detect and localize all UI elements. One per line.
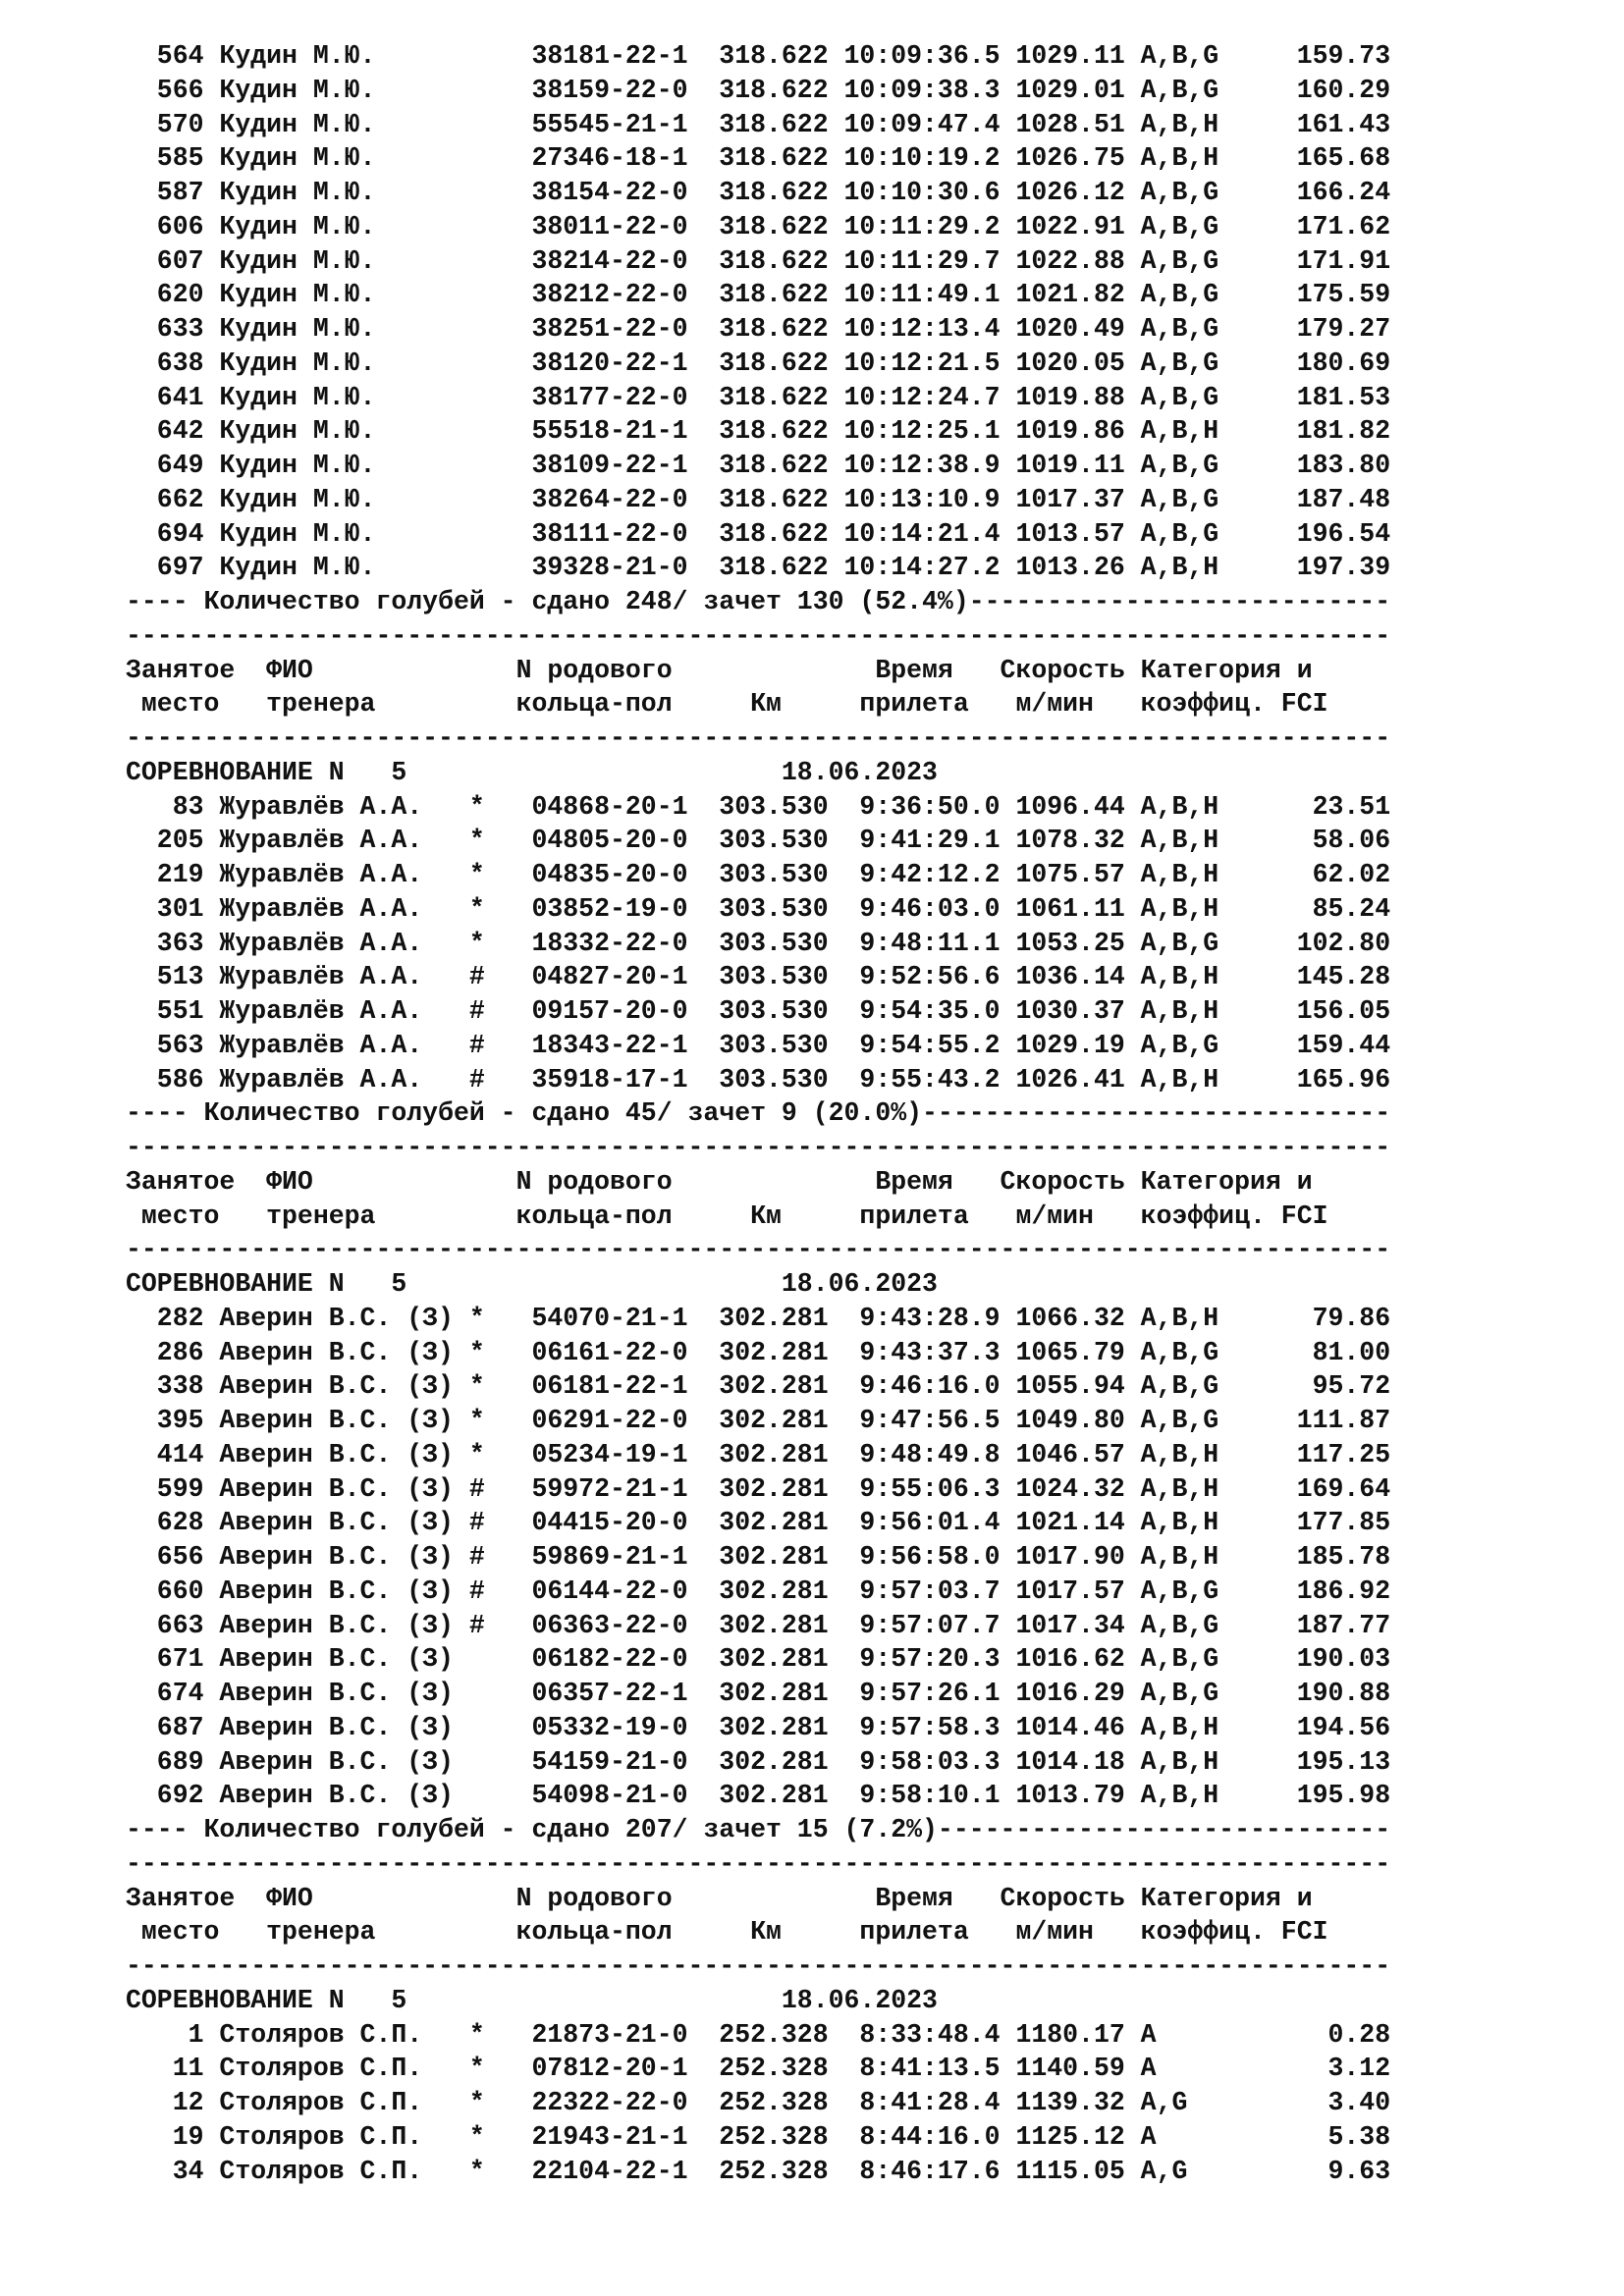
summary-line: ---- Количество голубей - сдано 207/ зачет 15 (7.2%)-----------------------------	[126, 1815, 1391, 1844]
separator-line: ---------------------------------------------------------------------------------	[126, 1951, 1391, 1981]
column-header: место тренера кольца-пол Км прилета м/мин коэффиц. FCI	[126, 689, 1328, 720]
result-row: 641 Кудин М.Ю. 38177-22-0 318.622 10:12:24.7 1019.88 A,B,G 181.53	[126, 382, 1391, 412]
result-row: 282 Аверин В.С. (З) * 54070-21-1 302.281 9:43:28.9 1066.32 A,B,H 79.86	[126, 1303, 1391, 1333]
result-row: 607 Кудин М.Ю. 38214-22-0 318.622 10:11:29.7 1022.88 A,B,G 171.91	[126, 245, 1391, 276]
result-row: 649 Кудин М.Ю. 38109-22-1 318.622 10:12:38.9 1019.11 A,B,G 183.80	[126, 451, 1391, 480]
result-row: 599 Аверин В.С. (З) # 59972-21-1 302.281 9:55:06.3 1024.32 A,B,H 169.64	[126, 1473, 1391, 1504]
results-printout	[126, 39, 1598, 2188]
competition-heading: СОРЕВНОВАНИЕ N 5 18.06.2023	[126, 1269, 938, 1299]
result-row: 563 Журавлёв А.А. # 18343-22-1 303.530 9:54:55.2 1029.19 A,B,G 159.44	[126, 1030, 1391, 1060]
result-row: 205 Журавлёв А.А. * 04805-20-0 303.530 9:41:29.1 1078.32 A,B,H 58.06	[126, 826, 1391, 856]
result-row: 697 Кудин М.Ю. 39328-21-0 318.622 10:14:27.2 1013.26 A,B,H 197.39	[126, 553, 1391, 583]
result-row: 19 Столяров С.П. * 21943-21-1 252.328 8:44:16.0 1125.12 A 5.38	[126, 2121, 1391, 2152]
result-row: 694 Кудин М.Ю. 38111-22-0 318.622 10:14:21.4 1013.57 A,B,G 196.54	[126, 518, 1391, 549]
result-row: 34 Столяров С.П. * 22104-22-1 252.328 8:46:17.6 1115.05 A,G 9.63	[126, 2156, 1391, 2186]
result-row: 663 Аверин В.С. (З) # 06363-22-0 302.281 9:57:07.7 1017.34 A,B,G 187.77	[126, 1610, 1391, 1640]
result-row: 395 Аверин В.С. (З) * 06291-22-0 302.281 9:47:56.5 1049.80 A,B,G 111.87	[126, 1406, 1391, 1435]
result-row: 628 Аверин В.С. (З) # 04415-20-0 302.281 9:56:01.4 1021.14 A,B,H 177.85	[126, 1508, 1391, 1538]
result-row: 587 Кудин М.Ю. 38154-22-0 318.622 10:10:30.6 1026.12 A,B,G 166.24	[126, 178, 1391, 207]
result-row: 585 Кудин М.Ю. 27346-18-1 318.622 10:10:19.2 1026.75 A,B,H 165.68	[126, 143, 1391, 174]
result-row: 586 Журавлёв А.А. # 35918-17-1 303.530 9:55:43.2 1026.41 A,B,H 165.96	[126, 1064, 1391, 1095]
result-row: 606 Кудин М.Ю. 38011-22-0 318.622 10:11:29.2 1022.91 A,B,G 171.62	[126, 211, 1391, 241]
result-row: 551 Журавлёв А.А. # 09157-20-0 303.530 9:54:35.0 1030.37 A,B,H 156.05	[126, 996, 1391, 1026]
result-row: 566 Кудин М.Ю. 38159-22-0 318.622 10:09:38.3 1029.01 A,B,G 160.29	[126, 75, 1391, 105]
column-header: место тренера кольца-пол Км прилета м/мин коэффиц. FCI	[126, 1201, 1328, 1231]
result-row: 642 Кудин М.Ю. 55518-21-1 318.622 10:12:25.1 1019.86 A,B,H 181.82	[126, 416, 1391, 447]
result-row: 286 Аверин В.С. (З) * 06161-22-0 302.281 9:43:37.3 1065.79 A,B,G 81.00	[126, 1337, 1391, 1367]
separator-line: ---------------------------------------------------------------------------------	[126, 620, 1391, 651]
result-row: 674 Аверин В.С. (З) 06357-22-1 302.281 9:57:26.1 1016.29 A,B,G 190.88	[126, 1679, 1391, 1708]
result-row: 656 Аверин В.С. (З) # 59869-21-1 302.281 9:56:58.0 1017.90 A,B,H 185.78	[126, 1542, 1391, 1572]
result-row: 692 Аверин В.С. (З) 54098-21-0 302.281 9:58:10.1 1013.79 A,B,H 195.98	[126, 1781, 1391, 1811]
competition-heading: СОРЕВНОВАНИЕ N 5 18.06.2023	[126, 1985, 938, 2015]
result-row: 633 Кудин М.Ю. 38251-22-0 318.622 10:12:13.4 1020.49 A,B,G 179.27	[126, 314, 1391, 344]
result-row: 414 Аверин В.С. (З) * 05234-19-1 302.281 9:48:49.8 1046.57 A,B,H 117.25	[126, 1439, 1391, 1469]
result-row: 620 Кудин М.Ю. 38212-22-0 318.622 10:11:49.1 1021.82 A,B,G 175.59	[126, 280, 1391, 310]
result-row: 660 Аверин В.С. (З) # 06144-22-0 302.281 9:57:03.7 1017.57 A,B,G 186.92	[126, 1575, 1391, 1606]
separator-line: ---------------------------------------------------------------------------------	[126, 723, 1391, 753]
result-row: 687 Аверин В.С. (З) 05332-19-0 302.281 9:57:58.3 1014.46 A,B,H 194.56	[126, 1712, 1391, 1742]
result-row: 662 Кудин М.Ю. 38264-22-0 318.622 10:13:10.9 1017.37 A,B,G 187.48	[126, 484, 1391, 514]
result-row: 671 Аверин В.С. (З) 06182-22-0 302.281 9:57:20.3 1016.62 A,B,G 190.03	[126, 1644, 1391, 1675]
result-row: 1 Столяров С.П. * 21873-21-0 252.328 8:33:48.4 1180.17 A 0.28	[126, 2019, 1391, 2050]
separator-line: ---------------------------------------------------------------------------------	[126, 1848, 1391, 1879]
column-header: место тренера кольца-пол Км прилета м/мин коэффиц. FCI	[126, 1917, 1328, 1948]
result-row: 12 Столяров С.П. * 22322-22-0 252.328 8:41:28.4 1139.32 A,G 3.40	[126, 2088, 1391, 2117]
separator-line: ---------------------------------------------------------------------------------	[126, 1235, 1391, 1265]
result-row: 301 Журавлёв А.А. * 03852-19-0 303.530 9:46:03.0 1061.11 A,B,H 85.24	[126, 893, 1391, 924]
result-row: 564 Кудин М.Ю. 38181-22-1 318.622 10:09:36.5 1029.11 A,B,G 159.73	[126, 41, 1391, 71]
column-header: Занятое ФИО N родового Время Скорость Категория и	[126, 1166, 1313, 1197]
summary-line: ---- Количество голубей - сдано 45/ зачет 9 (20.0%)------------------------------	[126, 1098, 1391, 1129]
result-row: 689 Аверин В.С. (З) 54159-21-0 302.281 9:58:03.3 1014.18 A,B,H 195.13	[126, 1746, 1391, 1777]
column-header: Занятое ФИО N родового Время Скорость Категория и	[126, 1883, 1313, 1913]
result-row: 638 Кудин М.Ю. 38120-22-1 318.622 10:12:21.5 1020.05 A,B,G 180.69	[126, 347, 1391, 378]
competition-heading: СОРЕВНОВАНИЕ N 5 18.06.2023	[126, 757, 938, 787]
column-header: Занятое ФИО N родового Время Скорость Категория и	[126, 655, 1313, 685]
separator-line: ---------------------------------------------------------------------------------	[126, 1133, 1391, 1162]
result-row: 513 Журавлёв А.А. # 04827-20-1 303.530 9:52:56.6 1036.14 A,B,H 145.28	[126, 962, 1391, 992]
result-row: 570 Кудин М.Ю. 55545-21-1 318.622 10:09:47.4 1028.51 A,B,H 161.43	[126, 109, 1391, 139]
result-row: 338 Аверин В.С. (З) * 06181-22-1 302.281 9:46:16.0 1055.94 A,B,G 95.72	[126, 1371, 1391, 1402]
result-row: 219 Журавлёв А.А. * 04835-20-0 303.530 9:42:12.2 1075.57 A,B,H 62.02	[126, 860, 1391, 889]
result-row: 363 Журавлёв А.А. * 18332-22-0 303.530 9:48:11.1 1053.25 A,B,G 102.80	[126, 928, 1391, 958]
result-row: 11 Столяров С.П. * 07812-20-1 252.328 8:41:13.5 1140.59 A 3.12	[126, 2054, 1391, 2084]
result-row: 83 Журавлёв А.А. * 04868-20-1 303.530 9:36:50.0 1096.44 A,B,H 23.51	[126, 791, 1391, 822]
summary-line: ---- Количество голубей - сдано 248/ зачет 130 (52.4%)---------------------------	[126, 587, 1391, 616]
